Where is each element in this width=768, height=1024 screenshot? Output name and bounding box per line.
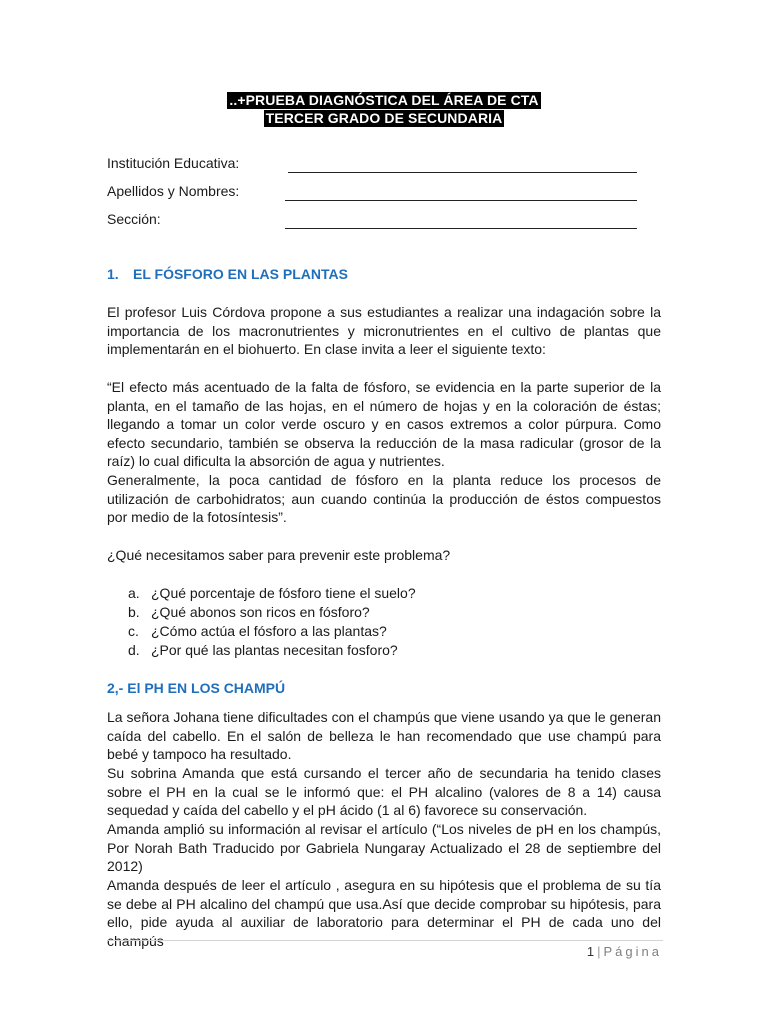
section-label: Sección: — [107, 211, 161, 227]
name-blank[interactable] — [285, 200, 637, 201]
section1-quote-p1: “El efecto más acentuado de la falta de fósforo, se evidencia en la parte superior de la planta, en el tamaño de las hojas, en el número de hojas y en la coloración de éstas; llegando a tomar un color verde oscuro y en casos extremos a color púrpura. Como efecto secundario, también se observa la reducción de la masa radicular (grosor de la raíz) lo cual dificulta la absorción de agua y nutrientes. — [107, 379, 661, 469]
option-letter: b. — [128, 604, 140, 620]
document-subtitle: TERCER GRADO DE SECUNDARIA — [265, 110, 503, 126]
section1-heading — [107, 266, 348, 282]
document-title: ..+PRUEBA DIAGNÓSTICA DEL ÁREA DE CTA — [229, 92, 539, 108]
option-text: ¿Por qué las plantas necesitan fosforo? — [151, 642, 398, 658]
option-text: ¿Cómo actúa el fósforo a las plantas? — [151, 623, 387, 639]
option-letter: a. — [128, 585, 140, 601]
option-letter: d. — [128, 642, 140, 658]
answer-options — [107, 584, 661, 660]
page-word: Página — [603, 944, 662, 959]
section2-p4: Amanda después de leer el artículo , asegura en su hipótesis que el problema de su tía se debe al PH alcalino del champú que usa.Así que decide comprobar su hipótesis, para ello, pide ayuda al auxiliar de laboratorio para determinar el PH de cada uno del champús — [107, 877, 661, 949]
option-text: ¿Qué abonos son ricos en fósforo? — [151, 604, 370, 620]
footer-divider — [107, 940, 663, 941]
name-label: Apellidos y Nombres: — [107, 183, 240, 199]
section1-intro: El profesor Luis Córdova propone a sus estudiantes a realizar una indagación sobre la importancia de los macronutrientes y micronutrientes en el cultivo de plantas que implementarán en el biohuerto. En clase invita a leer el siguiente texto: — [107, 304, 661, 357]
section2-p1: La señora Johana tiene dificultades con el champús que viene usando ya que le generan caída del cabello. En el salón de belleza le han recomendado que use champú para bebé y tampoco ha resultado. — [107, 709, 661, 762]
title-block — [0, 92, 768, 128]
option-a[interactable] — [107, 584, 661, 603]
option-d[interactable] — [107, 641, 661, 660]
section1-question: ¿Qué necesitamos saber para prevenir este problema? — [107, 547, 451, 563]
institution-field[interactable] — [107, 155, 637, 175]
institution-blank[interactable] — [288, 172, 637, 173]
institution-label: Institución Educativa: — [107, 155, 240, 171]
option-letter: c. — [128, 623, 139, 639]
section2-p2: Su sobrina Amanda que está cursando el tercer año de secundaria ha tenido clases sobre el PH en la cual se le informó que: el PH alcalino (valores de 8 a 14) causa sequedad y caída del cabello y el pH ácido (1 al 6) favorece su conservación. — [107, 765, 661, 818]
section2-p3: Amanda amplió su información al revisar el artículo (“Los niveles de pH en los champús, Por Norah Bath Traducido por Gabriela Nungaray Actualizado el 28 de septiembre del 2012) — [107, 821, 661, 874]
page-footer — [587, 944, 662, 959]
option-b[interactable] — [107, 603, 661, 622]
footer-separator: | — [597, 944, 601, 959]
section-blank[interactable] — [285, 228, 637, 229]
section1-quote-p2: Generalmente, la poca cantidad de fósforo en la planta reduce los procesos de utilización de carbohidratos; aun cuando continúa la producción de éstos compuestos por medio de la fotosíntesis”. — [107, 472, 661, 525]
option-c[interactable] — [107, 622, 661, 641]
option-text: ¿Qué porcentaje de fósforo tiene el suelo? — [151, 585, 416, 601]
section1-title: EL FÓSFORO EN LAS PLANTAS — [133, 266, 348, 282]
page-number: 1 — [586, 944, 595, 959]
name-field[interactable] — [107, 183, 637, 203]
section-field[interactable] — [107, 211, 637, 231]
section2-heading: 2,- El PH EN LOS CHAMPÚ — [107, 680, 286, 696]
section1-number: 1. — [107, 266, 119, 282]
